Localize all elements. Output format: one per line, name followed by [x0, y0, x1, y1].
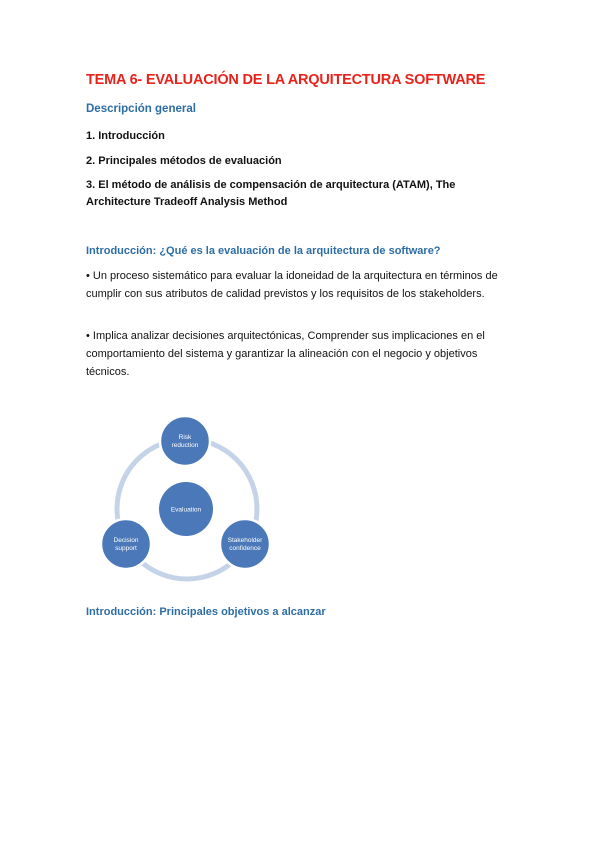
toc-item-methods: 2. Principales métodos de evaluación	[86, 155, 282, 167]
node-stakeholder-confidence	[220, 519, 270, 569]
evaluation-cycle-svg	[95, 410, 280, 585]
node-stakeholder-confidence-line1: Stakeholder	[227, 537, 263, 544]
node-risk-reduction-line1: Risk	[178, 434, 192, 441]
toc-item-atam: 3. El método de análisis de compensación de arquitectura (ATAM), The Architecture Tradeoff Analysis Method	[86, 179, 456, 208]
evaluation-cycle-diagram	[95, 410, 280, 585]
node-decision-support-line2: support	[115, 545, 137, 552]
bullet-paragraph-1: • Un proceso sistemático para evaluar la idoneidad de la arquitectura en términos de cumplir con sus atributos de calidad previstos y los requisitos de los stakeholders.	[86, 270, 498, 300]
overview-heading: Descripción general	[86, 103, 196, 115]
node-decision-support	[101, 519, 151, 569]
page-title: TEMA 6- EVALUACIÓN DE LA ARQUITECTURA SOFTWARE	[86, 72, 486, 88]
toc-item-introduction: 1. Introducción	[86, 130, 165, 142]
section-heading-objectives: Introducción: Principales objetivos a alcanzar	[86, 606, 326, 618]
center-node-label: Evaluation	[170, 506, 202, 514]
section-heading-what-is-evaluation: Introducción: ¿Qué es la evaluación de la arquitectura de software?	[86, 245, 441, 257]
node-decision-support-line1: Decision	[113, 537, 139, 544]
bullet-paragraph-2: • Implica analizar decisiones arquitectónicas, Comprender sus implicaciones en el comportamiento del sistema y garantizar la alineación con el negocio y objetivos técnicos.	[86, 330, 485, 378]
node-stakeholder-confidence-line2: confidence	[229, 545, 261, 552]
node-risk-reduction-line2: reduction	[171, 442, 199, 449]
node-risk-reduction	[160, 416, 210, 466]
